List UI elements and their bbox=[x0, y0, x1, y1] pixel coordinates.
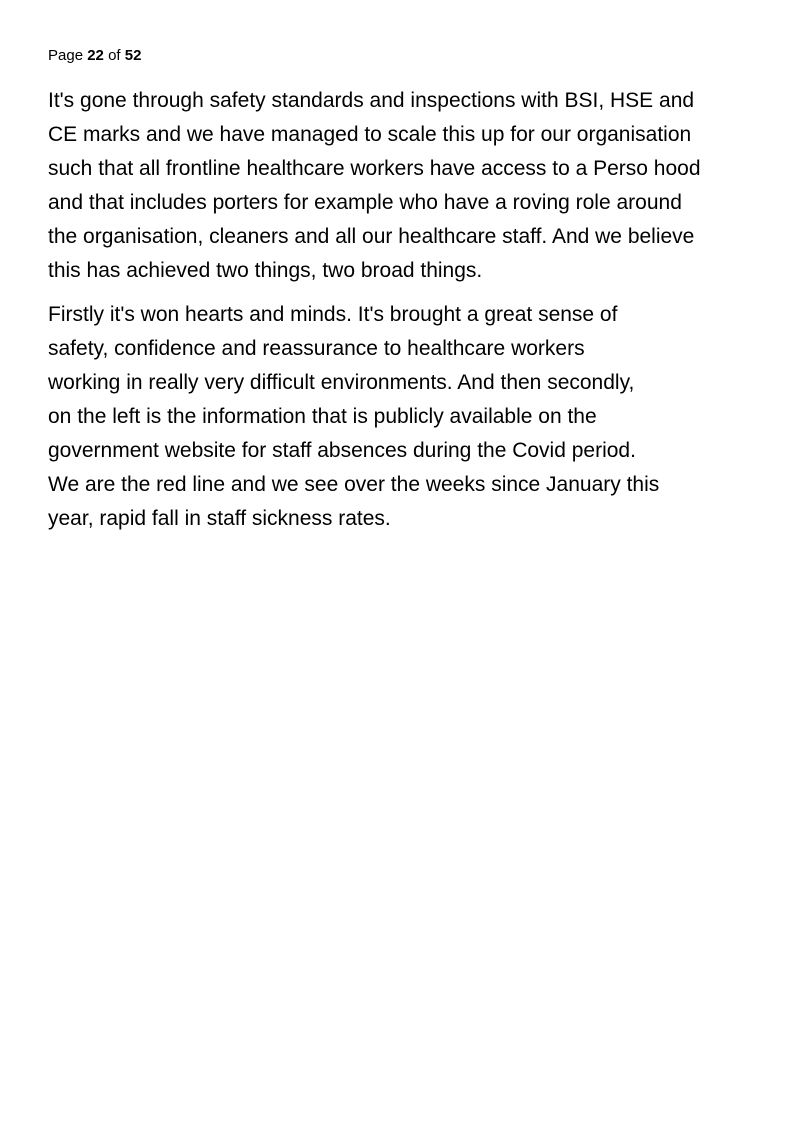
page-prefix: Page bbox=[48, 47, 84, 64]
text-line: government website for staff absences during the Covid period. bbox=[48, 439, 636, 462]
total-pages-number: 52 bbox=[124, 47, 142, 64]
text-line: CE marks and we have managed to scale this up for our organisation bbox=[48, 123, 692, 146]
text-line: It's gone through safety standards and inspections with BSI, HSE and bbox=[48, 89, 695, 112]
text-line: year, rapid fall in staff sickness rates. bbox=[48, 507, 391, 530]
text-line: this has achieved two things, two broad things. bbox=[48, 259, 483, 282]
text-line: such that all frontline healthcare workers have access to a Perso hood bbox=[48, 157, 701, 180]
text-line: on the left is the information that is publicly available on the bbox=[48, 405, 597, 428]
paragraph-2 bbox=[48, 298, 794, 536]
text-line: and that includes porters for example who have a roving role around bbox=[48, 191, 682, 214]
text-line: safety, confidence and reassurance to healthcare workers bbox=[48, 337, 585, 360]
text-line: We are the red line and we see over the weeks since January this bbox=[48, 473, 660, 496]
text-line: the organisation, cleaners and all our healthcare staff. And we believe bbox=[48, 225, 695, 248]
text-line: working in really very difficult environments. And then secondly, bbox=[48, 371, 635, 394]
page-of-word: of bbox=[108, 47, 121, 64]
text-line: Firstly it's won hearts and minds. It's brought a great sense of bbox=[48, 303, 618, 326]
current-page-number: 22 bbox=[87, 47, 104, 64]
transcript-body bbox=[48, 84, 794, 546]
paragraph-1 bbox=[48, 84, 794, 288]
page-number-header bbox=[48, 46, 141, 66]
